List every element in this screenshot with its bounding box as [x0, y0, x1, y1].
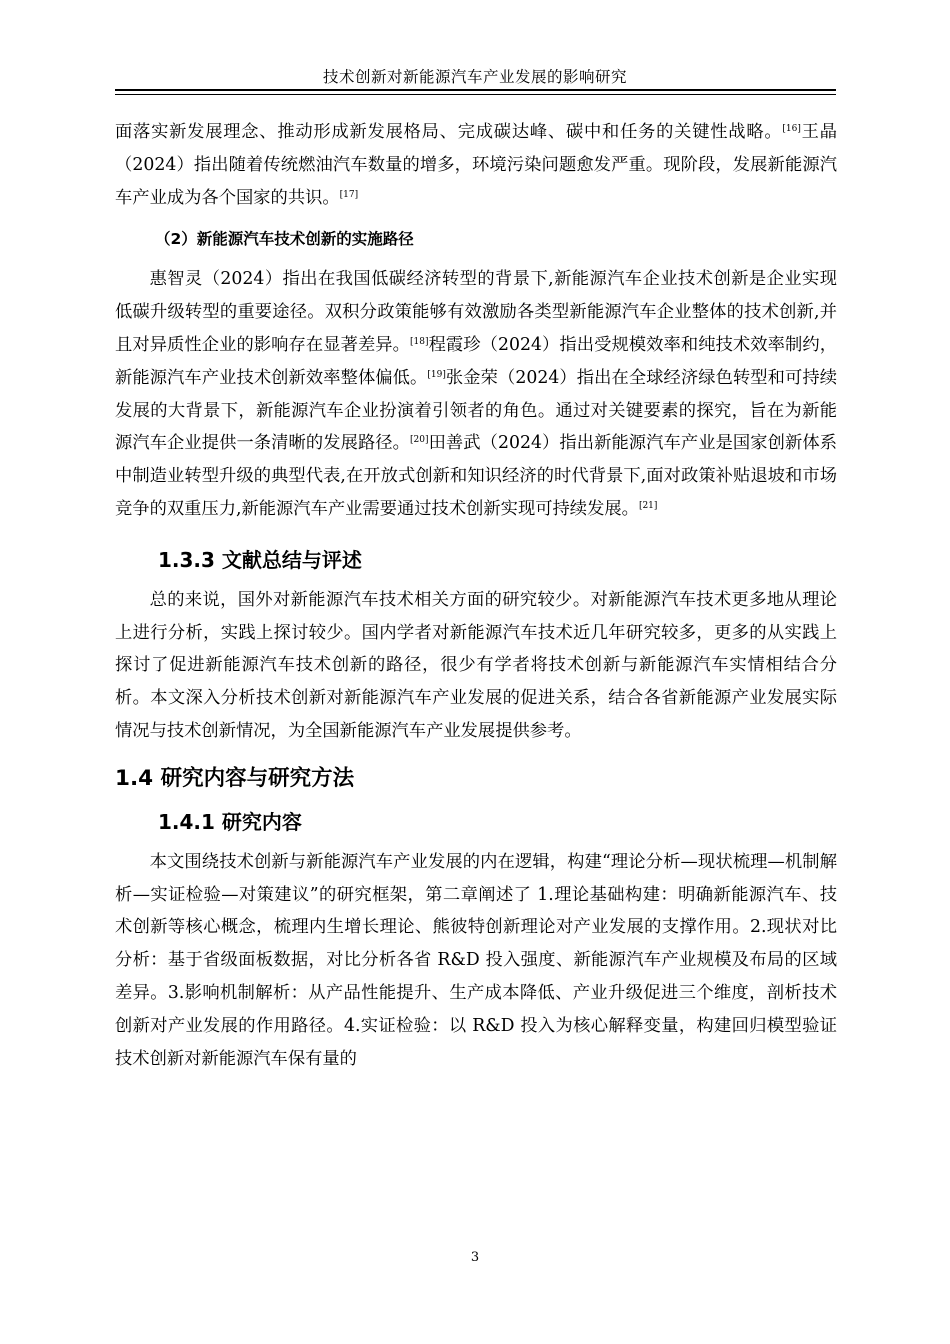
citation-17: [17]	[339, 189, 359, 200]
paragraph-research-content: 本文围绕技术创新与新能源汽车产业发展的内在逻辑，构建“理论分析—现状梳理—机制解析—实证检验—对策建议”的研究框架，第二章阐述了 1.理论基础构建：明确新能源汽车、技术创新等核心概念，梳理内生增长理论、熊彼特创新理论对产业发展的支撑作用。2.现状对比分析：基于省级面板数据，对比分析各省 R&D 投入强度、新能源汽车产业规模及布局的区域差异。3.影响机制解析：从产品性能提升、生产成本降低、产业升级促进三个维度，剖析技术创新对产业发展的作用路径。4.实证检验：以 R&D 投入为核心解释变量，构建回归模型验证技术创新对新能源汽车保有量的	[115, 851, 837, 1069]
running-header-title: 技术创新对新能源汽车产业发展的影响研究	[322, 68, 627, 86]
paragraph-implementation-review	[115, 263, 837, 525]
section-heading-1-3-3: 1.3.3 文献总结与评述	[158, 547, 362, 572]
header-rule-thick	[115, 89, 836, 91]
paragraph-text: 面落实新发展理念、推动形成新发展格局、完成碳达峰、碳中和任务的关键性战略。	[115, 122, 783, 142]
header-rule-thin	[115, 94, 836, 95]
paragraph-text: 王晶（2024）指出随着传统燃油汽车数量的增多，环境污染问题愈发严重。现阶段，发展新能源汽车产业成为各个国家的共识。	[115, 122, 837, 208]
citation-19: [19]	[427, 369, 446, 380]
paragraph-text: 田善武（2024）指出新能源汽车产业是国家创新体系中制造业转型升级的典型代表,在开放式创新和知识经济的时代背景下,面对政策补贴退坡和市场竞争的双重压力,新能源汽车产业需要通过技术创新实现可持续发展。	[115, 433, 837, 519]
paragraph-policy-intro	[115, 116, 837, 214]
paragraph-text: 张金荣（2024）指出在全球经济绿色转型和可持续发展的大背景下，新能源汽车企业扮演着引领者的角色。通过对关键要素的探究，旨在为新能源汽车企业提供一条清晰的发展路径。	[115, 367, 837, 454]
citation-16: [16]	[782, 124, 801, 134]
citation-20: [20]	[410, 435, 429, 446]
citation-21: [21]	[638, 500, 658, 511]
page-number: 3	[470, 1250, 480, 1265]
section-heading-1-4-1: 1.4.1 研究内容	[158, 809, 302, 834]
body-content	[115, 116, 837, 1075]
paragraph-text: 程霞珍（2024）指出受规模效率和纯技术效率制约，新能源汽车产业技术创新效率整体偏低。	[115, 334, 837, 388]
paragraph-text: 惠智灵（2024）指出在我国低碳经济转型的背景下,新能源汽车企业技术创新是企业实现低碳升级转型的重要途径。双积分政策能够有效激励各类型新能源汽车企业整体的技术创新,并且对异质性企业的影响存在显著差异。	[115, 269, 837, 355]
paragraph-literature-summary: 总的来说，国外对新能源汽车技术相关方面的研究较少。对新能源汽车技术更多地从理论上进行分析，实践上探讨较少。国内学者对新能源汽车技术近几年研究较多，更多的从实践上探讨了促进新能源汽车技术创新的路径，很少有学者将技术创新与新能源汽车实情相结合分析。本文深入分析技术创新对新能源汽车产业发展的促进关系，结合各省新能源产业发展实际情况与技术创新情况，为全国新能源汽车产业发展提供参考。	[115, 589, 837, 741]
section-heading-1-4: 1.4 研究内容与研究方法	[115, 765, 355, 791]
citation-18: [18]	[410, 336, 429, 347]
sub-heading-implementation-path: （2）新能源汽车技术创新的实施路径	[155, 230, 414, 249]
